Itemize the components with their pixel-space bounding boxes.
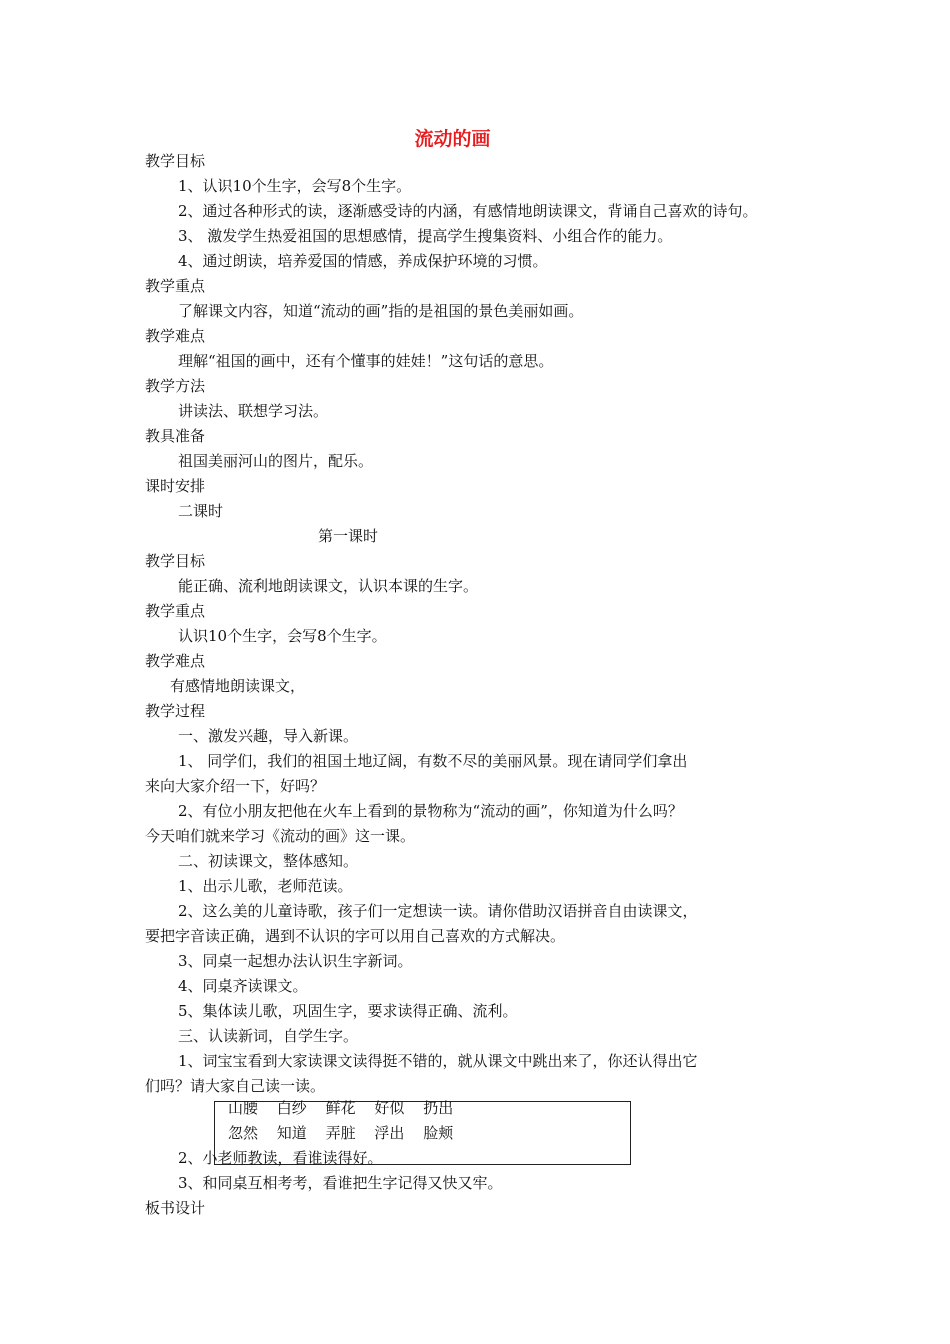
section-heading: 板书设计 — [145, 1199, 206, 1217]
word-item: 山腰 — [228, 1099, 259, 1117]
lesson-heading: 第一课时 — [318, 527, 379, 545]
word-item: 白纱 — [276, 1099, 307, 1117]
paragraph: 2、有位小朋友把他在火车上看到的景物称为“流动的画”，你知道为什么吗？ — [178, 802, 683, 820]
paragraph: 1、词宝宝看到大家读课文读得挺不错的，就从课文中跳出来了，你还认得出它 — [178, 1052, 698, 1070]
paragraph: 1、 同学们，我们的祖国土地辽阔，有数不尽的美丽风景。现在请同学们拿出 — [178, 752, 688, 770]
section-heading: 课时安排 — [145, 477, 206, 495]
word-item: 扔出 — [423, 1099, 454, 1117]
paragraph: 二、初读课文，整体感知。 — [178, 852, 359, 870]
paragraph: 理解“祖国的画中，还有个懂事的娃娃！”这句话的意思。 — [178, 352, 554, 370]
paragraph: 3、同桌一起想办法认识生字新词。 — [178, 952, 413, 970]
word-item: 脸颊 — [423, 1124, 454, 1142]
word-row — [228, 1123, 467, 1143]
section-heading: 教学重点 — [145, 277, 206, 295]
paragraph: 2、通过各种形式的读，逐渐感受诗的内涵，有感情地朗读课文，背诵自己喜欢的诗句。 — [178, 202, 758, 220]
paragraph: 们吗？请大家自己读一读。 — [145, 1077, 326, 1095]
section-heading: 教学重点 — [145, 602, 206, 620]
word-item: 知道 — [276, 1124, 307, 1142]
section-heading: 教学过程 — [145, 702, 206, 720]
section-heading: 教学目标 — [145, 152, 206, 170]
word-item: 好似 — [374, 1099, 405, 1117]
paragraph: 1、出示儿歌，老师范读。 — [178, 877, 353, 895]
paragraph: 认识10个生字，会写8个生字。 — [178, 627, 387, 645]
section-heading: 教学目标 — [145, 552, 206, 570]
section-heading: 教具准备 — [145, 427, 206, 445]
paragraph: 要把字音读正确，遇到不认识的字可以用自己喜欢的方式解决。 — [145, 927, 566, 945]
document-title: 流动的画 — [414, 128, 491, 150]
paragraph: 5、集体读儿歌，巩固生字，要求读得正确、流利。 — [178, 1002, 518, 1020]
paragraph: 一、激发兴趣，导入新课。 — [178, 727, 359, 745]
paragraph: 今天咱们就来学习《流动的画》这一课。 — [145, 827, 416, 845]
word-item: 忽然 — [228, 1124, 259, 1142]
section-heading: 教学难点 — [145, 652, 206, 670]
paragraph: 祖国美丽河山的图片，配乐。 — [178, 452, 374, 470]
word-item: 弄脏 — [325, 1124, 356, 1142]
word-item: 浮出 — [374, 1124, 405, 1142]
paragraph: 3、和同桌互相考考，看谁把生字记得又快又牢。 — [178, 1174, 503, 1192]
word-item: 鲜花 — [325, 1099, 356, 1117]
paragraph: 3、 激发学生热爱祖国的思想感情，提高学生搜集资料、小组合作的能力。 — [178, 227, 673, 245]
paragraph: 4、通过朗读，培养爱国的情感，养成保护环境的习惯。 — [178, 252, 548, 270]
paragraph: 讲读法、联想学习法。 — [178, 402, 329, 420]
word-row — [228, 1098, 467, 1118]
paragraph: 4、同桌齐读课文。 — [178, 977, 308, 995]
paragraph: 有感情地朗读课文， — [170, 677, 306, 695]
paragraph: 了解课文内容，知道“流动的画”指的是祖国的景色美丽如画。 — [178, 302, 584, 320]
paragraph: 二课时 — [178, 502, 224, 520]
paragraph: 2、这么美的儿童诗歌，孩子们一定想读一读。请你借助汉语拼音自由读课文， — [178, 902, 698, 920]
paragraph: 2、小老师教读，看谁读得好。 — [178, 1149, 383, 1167]
paragraph: 能正确、流利地朗读课文，认识本课的生字。 — [178, 577, 479, 595]
paragraph: 三、认读新词，自学生字。 — [178, 1027, 359, 1045]
section-heading: 教学难点 — [145, 327, 206, 345]
paragraph: 1、认识10个生字，会写8个生字。 — [178, 177, 412, 195]
paragraph: 来向大家介绍一下，好吗？ — [145, 777, 326, 795]
section-heading: 教学方法 — [145, 377, 206, 395]
